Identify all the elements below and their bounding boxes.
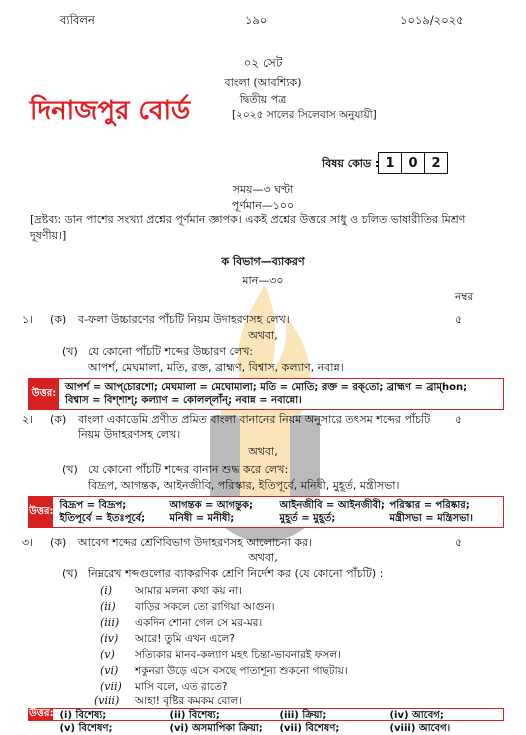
q1b-label: (খ) [62, 345, 78, 358]
answer-cell: পরিস্কার = পরিষ্কার; [389, 500, 470, 511]
answer-cell: বিদ্রূপ = বিদ্রূপ; [59, 500, 127, 511]
code-digit: 2 [424, 153, 447, 173]
q3-item-text: সত্যিকার মানব-কল্যাণ মহৎ চিন্তা-ভাবনারই ফসল। [135, 649, 341, 661]
answer-cell: (v) বিশেষণ; [59, 723, 113, 734]
answer-cell: (iv) আবেগ; [389, 710, 444, 721]
q1a-label: (ক) [50, 313, 67, 326]
q3a-marks: ৫ [455, 536, 463, 549]
q3-item-text: আমার মলনা কথা কয় না। [135, 585, 243, 597]
q2a-label: (ক) [50, 413, 67, 426]
answer-cell: আগন্তক = আগন্তুক; [169, 500, 254, 511]
subject-code-box [378, 152, 448, 174]
q2-number: ২। [22, 413, 34, 426]
answer-cell: (vii) বিশেষণ; [279, 723, 340, 734]
q3-item-text: মাসি বলে, এত রাতে? [135, 681, 228, 693]
answer-cell: (viii) আবেগ। [389, 723, 451, 734]
q3-item-text: বাড়ির সকলে তো রাগিয়া আগুন। [135, 601, 275, 613]
q3-item-text: শকুনরা উড়ে এসে বসছে পাতাশূন্য শুকনো গাছটায়। [135, 665, 348, 677]
q1a-marks: ৫ [455, 313, 463, 326]
q3a-text: আবেগ শব্দের শ্রেণিবিভাগ উদাহরণসহ আলোচনা কর। [78, 536, 312, 549]
subject-title: বাংলা (আবশ্যিক) [224, 76, 302, 89]
q2a-marks: ৫ [455, 413, 463, 426]
q3-or: অথবা, [248, 551, 278, 564]
q2-answer-box [28, 496, 504, 528]
answer-cell: (vi) অসমাপিকা ক্রিয়া; [169, 723, 263, 734]
answer-cell: মন্ত্রীসভা = মন্ত্রিসভা। [389, 513, 473, 524]
q3-item-text: আরে! তুমি এখন এলে? [135, 633, 235, 645]
code-digit: 1 [385, 155, 395, 171]
q2b-label: (খ) [62, 463, 78, 476]
set-label: ০২ সেট [243, 56, 283, 70]
answer-label: উত্তর: [29, 497, 53, 527]
subject-code-label: বিষয় কোড : [322, 157, 380, 170]
q3-item-number: (ii) [100, 600, 116, 613]
q3-item-text: একদিন শোনা গেল সে মর-মর। [135, 617, 263, 629]
q1-number: ১। [22, 313, 34, 326]
q3-item-number: (i) [100, 584, 113, 597]
section-title: ক বিভাগ—ব্যাকরণ [221, 255, 305, 268]
header-left: ব্যবিলন [60, 13, 95, 27]
page-number: ১৯০ [245, 13, 268, 27]
q3-item-number: (v) [100, 648, 115, 661]
q1-answer-line: আপর্শ = আপ্‌চোরশো; মেঘমালা = মেঘোমালা; মতি = মোতি; রক্ত = রক্‌তো; ব্রাহ্মণ = ব্রাম্‌hon; [65, 382, 468, 393]
q3a-label: (ক) [50, 536, 67, 549]
answer-cell: মনিষী = মনীষী; [169, 513, 235, 524]
answer-cell: (ii) বিশেষ্য; [169, 710, 220, 721]
q1-answer-body [59, 379, 473, 409]
board-name: দিনাজপুর বোর্ড [30, 96, 191, 126]
q1b-text: যে কোনো পাঁচটি শব্দের উচ্চারণ লেখ: [88, 345, 254, 358]
answer-label: উত্তর: [29, 379, 59, 409]
q1-answer-line: বিশ্বাস = বিশ্‌শাশ্‌; কল্যাণ = কোলল্‌লাঁন্‌; নবান্ন = নবান্নো। [65, 395, 302, 406]
q1a-text: ব-ফলা উচ্চারণের পাঁচটি নিয়ম উদাহরণসহ লেখ। [78, 313, 290, 326]
q3b-label: (খ) [62, 567, 78, 580]
paper-title: দ্বিতীয় পত্র [239, 93, 287, 106]
section-marks: মান—৩০ [242, 274, 284, 287]
q3-item-number: (iii) [100, 616, 120, 629]
q3-answer-box [28, 708, 504, 734]
q2-answer-grid [53, 497, 505, 527]
answer-cell: (iii) ক্রিয়া; [279, 710, 327, 721]
syllabus-note: [২০২৫ সালের সিলেবাস অনুযায়ী] [232, 109, 377, 121]
q1-answer-box [28, 378, 504, 410]
q1-or: অথবা, [248, 329, 278, 342]
answer-cell: আইনজীবি = আইনজীবী; [279, 500, 385, 511]
header-code-date: ১০১৯/২০২৫ [400, 13, 464, 27]
q3-number: ৩। [22, 536, 34, 549]
q2-or: অথবা, [248, 445, 278, 458]
answer-cell: মুহূর্ত = মুহূর্ত; [279, 513, 336, 524]
instruction-note: [দ্রষ্টব্য: ডান পাশের সংখ্যা প্রশ্নের পূর্ণমান জ্ঞাপক। একই প্রশ্নের উত্তরে সাধু ও চলিত ভাষারীতির মিশ্রণ দূষণীয়।] [30, 213, 466, 242]
q1b-words: আপর্শ, মেঘমালা, মতি, রক্ত, ব্রাহ্মণ, বিশ্বাস, কল্যাণ, নবান্ন। [88, 361, 344, 374]
q3-answer-grid [53, 709, 505, 734]
answer-cell: (i) বিশেষ্য; [59, 710, 107, 721]
exam-time: সময়—৩ ঘণ্টা [232, 183, 294, 196]
full-marks: পূর্ণমান—১০০ [231, 199, 295, 212]
q3-item-number: (viii) [94, 694, 120, 707]
marks-header: নম্বর [455, 291, 474, 303]
answer-label: উত্তর: [29, 708, 54, 719]
q3-item-text: আহা! বৃষ্টির কমকম বোল। [135, 695, 243, 707]
code-digit: 0 [401, 153, 424, 173]
q3-item-number: (vi) [100, 664, 119, 677]
q3b-text: নিম্নরেখ শব্দগুলোর ব্যাকরণিক শ্রেণি নির্দেশ কর (যে কোনো পাঁচটি) : [88, 567, 384, 580]
q2b-words: বিদ্রূপ, আগন্তক, আইনজীবি, পরিস্কার, ইতিপূর্বে, মনিষী, মুহূর্ত, মন্ত্রীসভা। [88, 479, 400, 492]
q2a-text: বাংলা একাডেমি প্রণীত প্রমিত বাংলা বানানের নিয়ম অনুসারে তৎসম শব্দের পাঁচটি নিয়ম উদাহরণসহ লেখ। [78, 413, 431, 441]
answer-cell: ইতিপূর্বে = ইতঃপূর্বে; [59, 513, 146, 524]
q2b-text: যে কোনো পাঁচটি শব্দের বানান শুদ্ধ করে লেখ: [88, 463, 289, 476]
q3-item-number: (iv) [100, 632, 119, 645]
q3-item-number: (vii) [100, 680, 122, 693]
